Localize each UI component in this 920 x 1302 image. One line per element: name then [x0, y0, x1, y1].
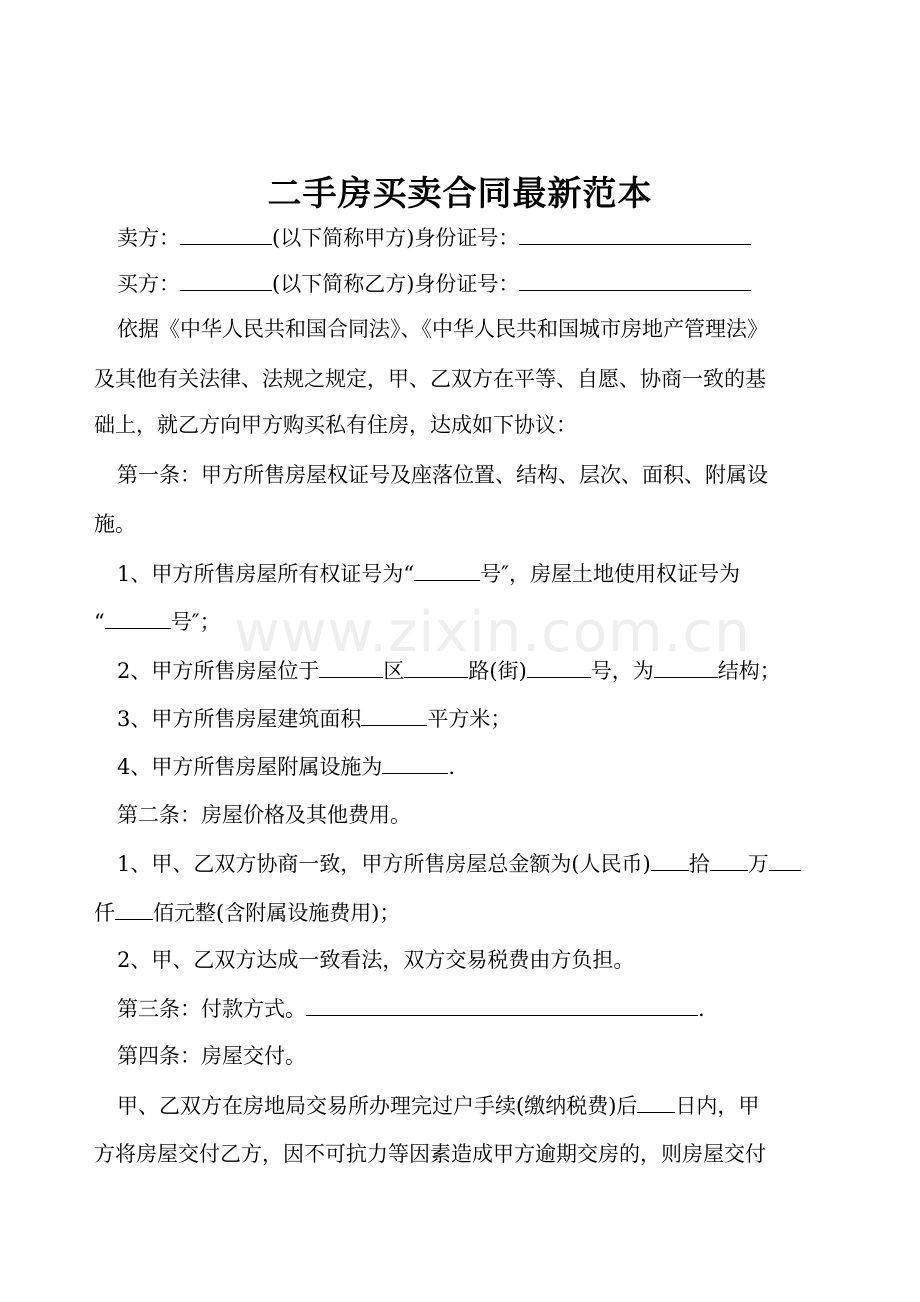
article-4-line-1: 甲、乙双方在房地局交易所办理完过户手续(缴纳税费)后 日内，甲 — [117, 1090, 844, 1121]
article-2-heading: 第二条：房屋价格及其他费用。 — [117, 803, 411, 827]
article-1-item-2: 2、甲方所售房屋位于 区 路(街) 号，为 结构； — [117, 655, 844, 686]
article-2-item-2: 2、甲、乙双方达成一致看法，双方交易税费由方负担。 — [117, 948, 635, 972]
price-ten-thousands-x10-blank — [651, 848, 689, 871]
watermark: www.zixin.com.cn — [234, 600, 751, 665]
buyer-name-blank — [180, 268, 272, 291]
article-2-item-1-cont: 仟 佰元整(含附属设施费用)； — [94, 897, 844, 928]
article-1-item-1-cont: “ 号″； — [94, 606, 844, 637]
article-1-heading-cont: 施。 — [94, 512, 136, 536]
document-title: 二手房买卖合同最新范本 — [267, 174, 653, 214]
buyer-id-blank — [519, 268, 751, 291]
article-1-item-4: 4、甲方所售房屋附属设施为 . — [117, 751, 844, 782]
ownership-cert-blank — [414, 558, 480, 581]
price-hundreds-blank — [115, 897, 153, 920]
article-3-line: 第三条：付款方式。 . — [117, 993, 844, 1024]
article-4-line-2: 方将房屋交付乙方，因不可抗力等因素造成甲方逾期交房的，则房屋交付 — [94, 1142, 766, 1166]
payment-method-blank — [306, 993, 698, 1016]
delivery-days-blank — [637, 1090, 675, 1113]
article-1-heading: 第一条：甲方所售房屋权证号及座落位置、结构、层次、面积、附属设 — [117, 463, 768, 487]
article-4-heading: 第四条：房屋交付。 — [117, 1044, 306, 1068]
intro-line-1: 依据《中华人民共和国合同法》、《中华人民共和国城市房地产管理法》 — [117, 317, 768, 341]
area-blank — [361, 703, 427, 726]
seller-id-blank — [519, 222, 751, 245]
land-cert-blank — [105, 606, 171, 629]
article-1-item-1: 1、甲方所售房屋所有权证号为“ 号″，房屋土地使用权证号为 — [117, 558, 844, 589]
price-thousands-blank-start — [769, 848, 801, 871]
seller-line: 卖方： (以下简称甲方)身份证号： — [117, 222, 844, 253]
facilities-blank — [382, 751, 448, 774]
intro-line-2: 及其他有关法律、法规之规定，甲、乙双方在平等、自愿、协商一致的基 — [94, 367, 766, 391]
intro-line-3: 础上，就乙方向甲方购买私有住房，达成如下协议： — [94, 413, 577, 437]
article-2-item-1: 1、甲、乙双方协商一致，甲方所售房屋总金额为(人民币) 拾 万 — [117, 848, 844, 879]
seller-name-blank — [180, 222, 272, 245]
buyer-line: 买方： (以下简称乙方)身份证号： — [117, 268, 844, 299]
price-ten-thousands-blank — [710, 848, 748, 871]
article-1-item-3: 3、甲方所售房屋建筑面积 平方米； — [117, 703, 844, 734]
